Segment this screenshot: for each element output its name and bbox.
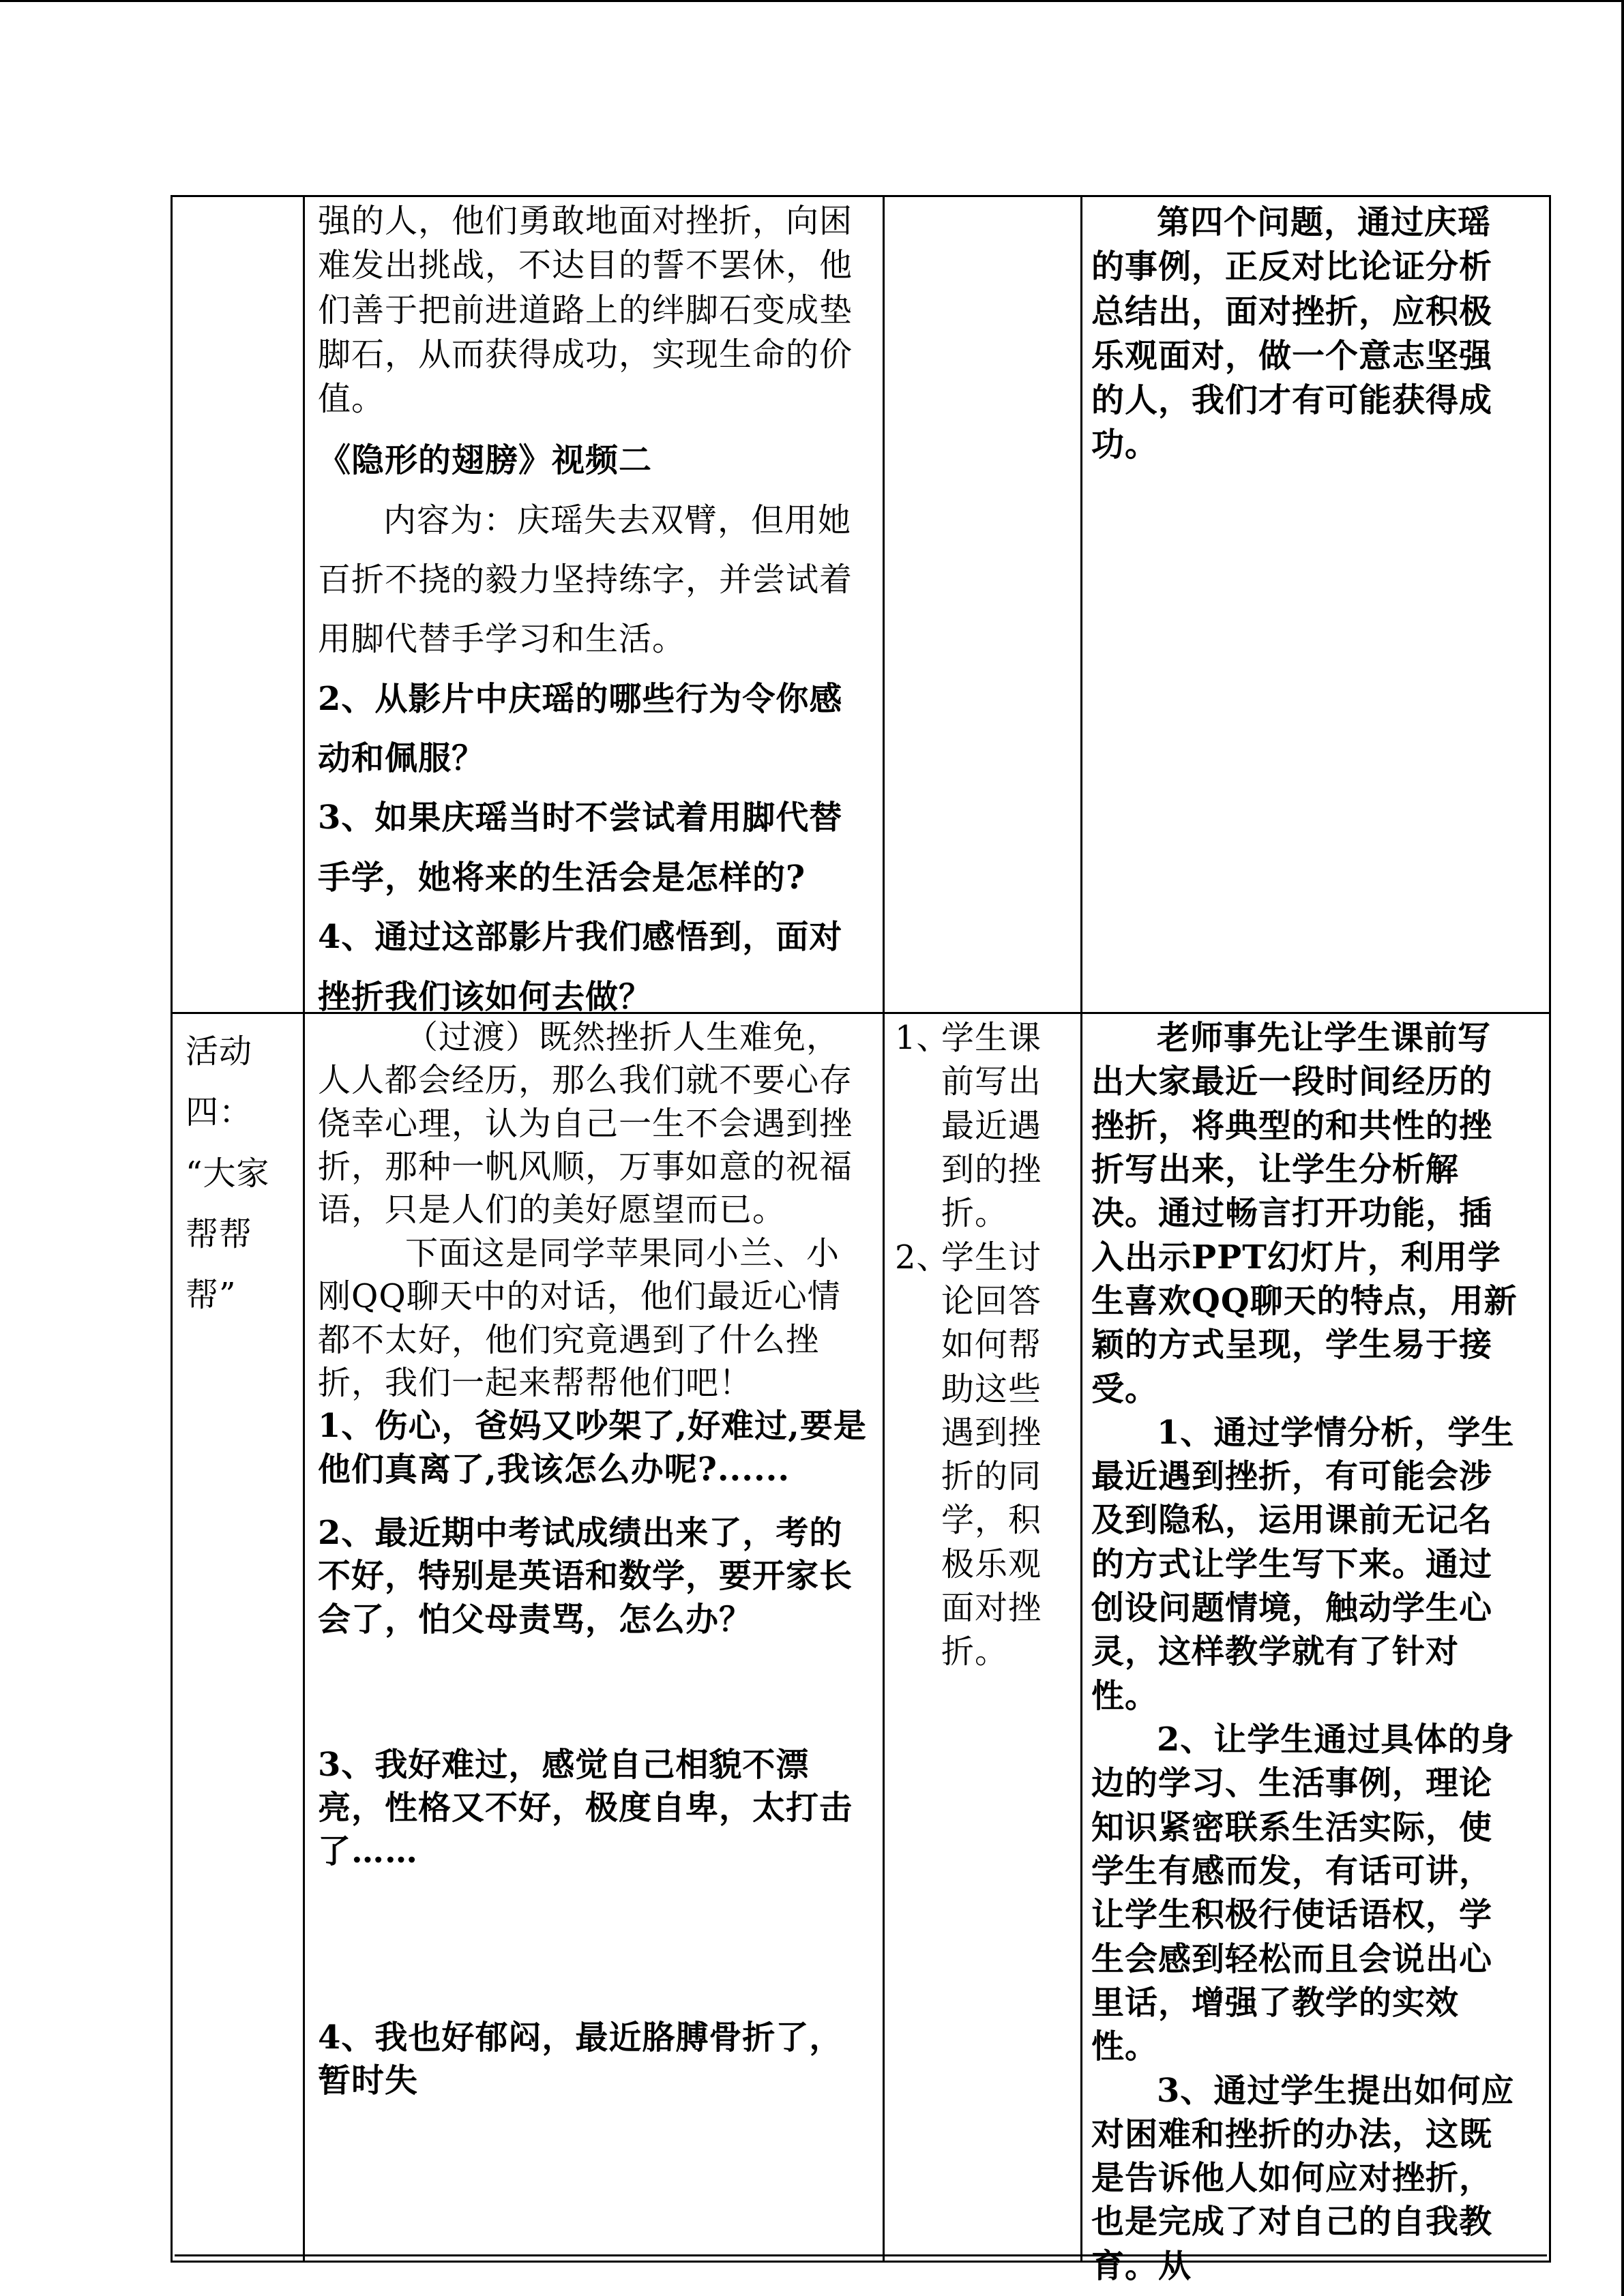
page-top-rule xyxy=(0,0,1624,2)
chat-message-4: 4、我也好郁闷，最近胳膊骨折了，暂时失 xyxy=(318,2018,843,2100)
row2-design-intent-cell xyxy=(1091,1016,1524,2288)
video-description: 内容为：庆瑶失去双臂，但用她百折不挠的毅力坚持练字，并尝试着用脚代替手学习和生活。 xyxy=(318,501,853,659)
video-title: 《隐形的翅膀》视频二 xyxy=(318,441,653,480)
chat-message-3: 3、我好难过，感觉自己相貌不漂亮，性格又不好，极度自卑，太打击了…… xyxy=(318,1746,853,1870)
list-item xyxy=(895,1016,1074,1236)
student-activity-list xyxy=(895,1016,1074,1674)
chat-intro-paragraph: 下面这是同学苹果同小兰、小刚QQ聊天中的对话，他们最近心情都不太好，他们究竟遇到了什么挫折，我们一起来帮帮他们吧！ xyxy=(318,1234,841,1402)
row1-paragraph-continued: 强的人，他们勇敢地面对挫折，向困难发出挑战，不达目的誓不罢休，他们善于把前进道路上的绊脚石变成垫脚石，从而获得成功，实现生命的价值。 xyxy=(318,202,853,419)
activity-label-line-4: 帮帮 xyxy=(186,1214,253,1253)
list-item-number: 1、 xyxy=(895,1019,950,1057)
list-item xyxy=(895,1236,1074,1674)
activity-label-line-3: “大家 xyxy=(186,1154,270,1193)
column-divider-2 xyxy=(883,195,885,2263)
design-intent-paragraph-3: 2、让学生通过具体的身边的学习、生活事例，理论知识紧密联系生活实际，使学生有感而发，有话可讲，让学生积极行使话语权，学生会感到轻松而且会说出心里话，增强了教学的实效性。 xyxy=(1091,1720,1515,2066)
row1-content-cell xyxy=(318,199,870,1027)
student-activity-cell xyxy=(895,1016,1074,1674)
design-intent-paragraph-1: 老师事先让学生课前写出大家最近一段时间经历的挫折，将典型的和共性的挫折写出来，让学生分析解决。通过畅言打开功能，插入出示PPT幻灯片，利用学生喜欢QQ聊天的特点，用新颖的方式呈现，学生易于接受。 xyxy=(1091,1019,1518,1408)
row2-content-cell xyxy=(318,1016,870,2103)
question-4: 4、通过这部影片我们感悟到，面对挫折我们该如何去做？ xyxy=(318,918,843,1016)
row1-design-intent-cell xyxy=(1091,200,1524,468)
chat-message-2: 2、最近期中考试成绩出来了，考的不好，特别是英语和数学，要开家长会了，怕父母责骂，怎么办？ xyxy=(318,1513,853,1639)
question-3: 3、如果庆瑶当时不尝试着用脚代替手学，她将来的生活会是怎样的? xyxy=(318,799,843,897)
transition-paragraph: （过渡）既然挫折人生难免，人人都会经历，那么我们就不要心存侥幸心理，认为自己一生不会遇到挫折，那种一帆风顺，万事如意的祝福语，只是人们的美好愿望而已。 xyxy=(318,1018,853,1229)
row1-design-intent: 第四个问题，通过庆瑶的事例，正反对比论证分析总结出，面对挫折，应积极乐观面对，做一个意志坚强的人，我们才有可能获得成功。 xyxy=(1091,203,1493,464)
activity-label-cell xyxy=(186,1022,295,1326)
design-intent-paragraph-4: 3、通过学生提出如何应对困难和挫折的办法，这既是告诉他人如何应对挫折，也是完成了对自己的自我教育。从 xyxy=(1091,2071,1515,2285)
activity-label-line-2: 四： xyxy=(186,1093,253,1132)
list-item-text: 学生课前写出最近遇到的挫折。 xyxy=(941,1019,1042,1233)
page-right-rule xyxy=(1621,0,1624,2296)
column-divider-3 xyxy=(1080,195,1082,2263)
column-divider-1 xyxy=(303,195,305,2263)
question-2: 2、从影片中庆瑶的哪些行为令你感动和佩服？ xyxy=(318,679,843,778)
list-item-text: 学生讨论回答如何帮助这些遇到挫折的同学，积极乐观面对挫折。 xyxy=(941,1238,1042,1671)
activity-label-line-5: 帮” xyxy=(186,1276,237,1315)
design-intent-paragraph-2: 1、通过学情分析，学生最近遇到挫折，有可能会涉及到隐私，运用课前无记名的方式让学生写下来。通过创设问题情境，触动学生心灵，这样教学就有了针对性。 xyxy=(1091,1413,1515,1715)
chat-message-1: 1、伤心，爸妈又吵架了,好难过,要是他们真离了,我该怎么办呢?...... xyxy=(318,1407,867,1489)
activity-label-line-1: 活动 xyxy=(186,1032,253,1071)
list-item-number: 2、 xyxy=(895,1238,950,1277)
